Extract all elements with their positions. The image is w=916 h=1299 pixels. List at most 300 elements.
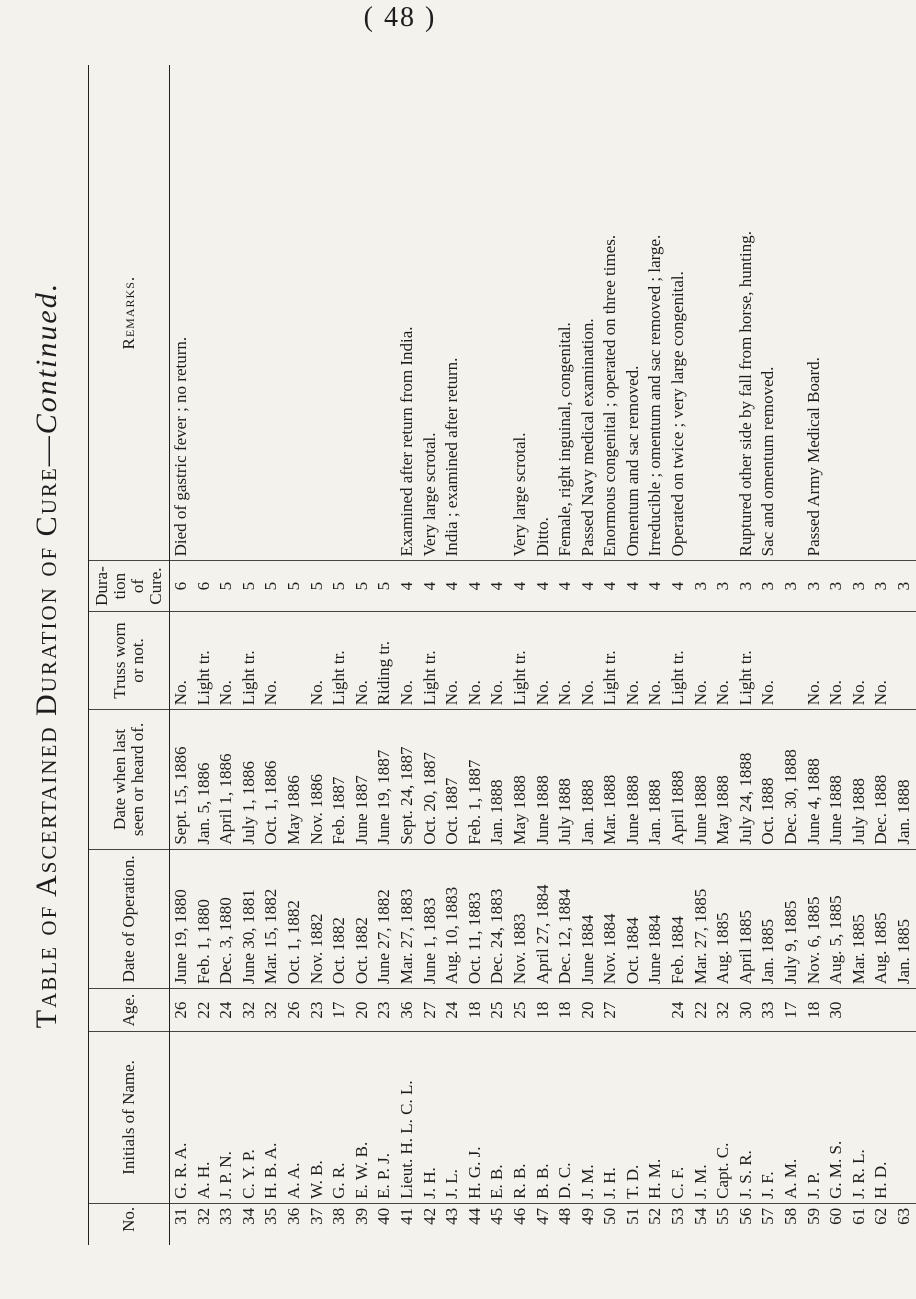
- cell-remarks: [373, 65, 396, 561]
- cell-truss: No.: [622, 611, 645, 709]
- cell-remarks: [328, 65, 351, 561]
- header-operation: Date of Operation.: [89, 849, 170, 988]
- cell-remarks: Examined after return from India.: [396, 65, 419, 561]
- table-body: [170, 65, 916, 1245]
- cell-operation: Oct. 11, 1883: [464, 849, 487, 988]
- cell-no: 34: [238, 1207, 258, 1225]
- cell-operation: Mar. 1885: [848, 849, 871, 988]
- cell-truss: Light tr.: [238, 611, 261, 709]
- cell-truss: No.: [803, 611, 826, 709]
- cell-no: 35: [261, 1207, 281, 1225]
- cell-truss: No.: [554, 611, 577, 709]
- cell-initials: B. B.: [532, 1031, 555, 1203]
- cell-duration: 5: [351, 561, 374, 611]
- table-row: [509, 65, 532, 1245]
- cell-duration: 4: [577, 561, 600, 611]
- cell-last-seen: May 1888: [509, 710, 532, 849]
- cell-age: [893, 989, 916, 1032]
- cell-initials: Capt. C.: [712, 1031, 735, 1203]
- cell-operation: Nov. 6, 1885: [803, 849, 826, 988]
- cell-last-seen: Feb. 1, 1887: [464, 710, 487, 849]
- cell-last-seen: April 1, 1886: [215, 710, 238, 849]
- cell-remarks: Passed Navy medical examination.: [577, 65, 600, 561]
- cell-duration: 4: [419, 561, 442, 611]
- cell-initials: J. M.: [690, 1031, 713, 1203]
- table-header-row: [89, 65, 170, 1245]
- cell-remarks: Sac and omentum removed.: [757, 65, 780, 561]
- cell-remarks: [780, 65, 803, 561]
- table-row: [848, 65, 871, 1245]
- cell-operation: June 1884: [577, 849, 600, 988]
- table-row: [780, 65, 803, 1245]
- table-row: [351, 65, 374, 1245]
- cell-last-seen: May 1886: [283, 710, 306, 849]
- cell-last-seen: Feb. 1887: [328, 710, 351, 849]
- cell-no: 51: [622, 1207, 642, 1225]
- cell-initials: A. A.: [283, 1031, 306, 1203]
- cell-initials: T. D.: [622, 1031, 645, 1203]
- cell-operation: Aug. 1885: [712, 849, 735, 988]
- cell-last-seen: June 1888: [690, 710, 713, 849]
- table-row: [577, 65, 600, 1245]
- table-row: [532, 65, 555, 1245]
- table-row: [193, 65, 216, 1245]
- cell-duration: 3: [848, 561, 871, 611]
- cell-remarks: [306, 65, 329, 561]
- table-row: [464, 65, 487, 1245]
- cell-initials: J. H.: [419, 1031, 442, 1203]
- cell-truss: Light tr.: [193, 611, 216, 709]
- cell-remarks: Operated on twice ; very large congenital.: [667, 65, 690, 561]
- cell-duration: 3: [735, 561, 758, 611]
- cell-last-seen: Jan. 1888: [577, 710, 600, 849]
- cell-initials: H. M.: [644, 1031, 667, 1203]
- cell-no: 32: [193, 1207, 213, 1225]
- cell-no: 47: [532, 1207, 552, 1225]
- cell-truss: No.: [532, 611, 555, 709]
- cell-truss: No.: [464, 611, 487, 709]
- cell-age: 26: [170, 989, 193, 1032]
- cell-remarks: [351, 65, 374, 561]
- cell-no: 58: [781, 1207, 801, 1225]
- cell-initials: R. B.: [509, 1031, 532, 1203]
- cell-remarks: Ruptured other side by fall from horse, hunting.: [735, 65, 758, 561]
- cell-operation: Nov. 1884: [599, 849, 622, 988]
- table-row: [803, 65, 826, 1245]
- cell-remarks: Enormous congenital ; operated on three times.: [599, 65, 622, 561]
- page-number: ( 48 ): [363, 2, 437, 33]
- cell-age: 32: [260, 989, 283, 1032]
- cell-operation: Jan. 1885: [757, 849, 780, 988]
- table-title-continued: Continued.: [30, 281, 63, 435]
- cell-remarks: [238, 65, 261, 561]
- cell-duration: 5: [215, 561, 238, 611]
- cell-operation: Nov. 1882: [306, 849, 329, 988]
- cell-age: 30: [825, 989, 848, 1032]
- cell-last-seen: May 1888: [712, 710, 735, 849]
- cell-age: 17: [780, 989, 803, 1032]
- cell-no: 49: [577, 1207, 597, 1225]
- cell-age: 32: [712, 989, 735, 1032]
- cell-no: 55: [713, 1207, 733, 1225]
- cell-truss: Light tr.: [419, 611, 442, 709]
- cell-operation: July 9, 1885: [780, 849, 803, 988]
- table-row: [735, 65, 758, 1245]
- cell-no: 43: [442, 1207, 462, 1225]
- cell-no: 63: [894, 1207, 913, 1225]
- cell-age: 27: [419, 989, 442, 1032]
- cell-truss: [283, 611, 306, 709]
- cell-truss: Light tr.: [509, 611, 532, 709]
- cell-operation: Oct. 1882: [328, 849, 351, 988]
- table-row: [667, 65, 690, 1245]
- cell-duration: 3: [825, 561, 848, 611]
- table-row: [238, 65, 261, 1245]
- table-row: [419, 65, 442, 1245]
- cell-operation: Aug. 5, 1885: [825, 849, 848, 988]
- table-row: [215, 65, 238, 1245]
- table-row: [306, 65, 329, 1245]
- table-row: [396, 65, 419, 1245]
- cell-age: 20: [351, 989, 374, 1032]
- table-title-main: Table of Ascertained Duration of Cure—: [30, 434, 63, 1029]
- cell-last-seen: Jan. 1888: [644, 710, 667, 849]
- cell-age: 24: [441, 989, 464, 1032]
- cell-initials: A. H.: [193, 1031, 216, 1203]
- cell-initials: G. R.: [328, 1031, 351, 1203]
- table-row: [260, 65, 283, 1245]
- cell-no: 39: [351, 1207, 371, 1225]
- cell-age: 18: [464, 989, 487, 1032]
- cell-initials: H. G. J.: [464, 1031, 487, 1203]
- cell-last-seen: July 1888: [848, 710, 871, 849]
- cell-last-seen: June 19, 1887: [373, 710, 396, 849]
- cell-operation: June 1, 1883: [419, 849, 442, 988]
- cell-duration: 3: [712, 561, 735, 611]
- cell-no: 36: [283, 1207, 303, 1225]
- cell-no: 45: [487, 1207, 507, 1225]
- table-row: [757, 65, 780, 1245]
- cell-initials: W. B.: [306, 1031, 329, 1203]
- table-row: [554, 65, 577, 1245]
- table-row: [690, 65, 713, 1245]
- table-row: [893, 65, 916, 1245]
- table-row: [373, 65, 396, 1245]
- cell-operation: April 1885: [735, 849, 758, 988]
- cell-last-seen: Sept. 24, 1887: [396, 710, 419, 849]
- cell-age: 23: [373, 989, 396, 1032]
- cell-operation: Aug. 1885: [870, 849, 893, 988]
- cell-age: 20: [577, 989, 600, 1032]
- cell-no: 53: [668, 1207, 688, 1225]
- cell-operation: Aug. 10, 1883: [441, 849, 464, 988]
- cell-operation: Oct. 1, 1882: [283, 849, 306, 988]
- cell-initials: J. M.: [577, 1031, 600, 1203]
- cell-no: 50: [600, 1207, 620, 1225]
- cell-truss: No.: [712, 611, 735, 709]
- cell-remarks: [848, 65, 871, 561]
- header-last-seen: Date when last seen or heard of.: [89, 710, 170, 849]
- table-row: [644, 65, 667, 1245]
- cell-remarks: Irreducible ; omentum and sac removed ; large.: [644, 65, 667, 561]
- cell-initials: J. H.: [599, 1031, 622, 1203]
- cell-remarks: [486, 65, 509, 561]
- cell-last-seen: June 1887: [351, 710, 374, 849]
- table-row: [441, 65, 464, 1245]
- cell-last-seen: Dec. 30, 1888: [780, 710, 803, 849]
- cell-truss: No.: [260, 611, 283, 709]
- cell-duration: 4: [486, 561, 509, 611]
- cell-truss: No.: [170, 611, 193, 709]
- cell-truss: No.: [690, 611, 713, 709]
- cell-age: 36: [396, 989, 419, 1032]
- cell-no: 37: [306, 1207, 326, 1225]
- cell-truss: No.: [396, 611, 419, 709]
- cell-initials: H. B. A.: [260, 1031, 283, 1203]
- cell-operation: Dec. 12, 1884: [554, 849, 577, 988]
- cell-remarks: India ; examined after return.: [441, 65, 464, 561]
- cell-age: 18: [532, 989, 555, 1032]
- cell-duration: 3: [780, 561, 803, 611]
- cell-duration: 6: [170, 561, 193, 611]
- cell-no: 42: [419, 1207, 439, 1225]
- cell-initials: H. D.: [870, 1031, 893, 1203]
- cell-initials: J. R. L.: [848, 1031, 871, 1203]
- cell-truss: No.: [306, 611, 329, 709]
- cell-remarks: Female, right inguinal, congenital.: [554, 65, 577, 561]
- cell-duration: 6: [193, 561, 216, 611]
- cell-truss: No.: [757, 611, 780, 709]
- cell-last-seen: July 1888: [554, 710, 577, 849]
- table-row: [170, 65, 193, 1245]
- cell-remarks: [825, 65, 848, 561]
- header-initials: Initials of Name.: [89, 1031, 170, 1203]
- cell-remarks: Died of gastric fever ; no return.: [170, 65, 193, 561]
- table-row: [599, 65, 622, 1245]
- header-no: No.: [89, 1203, 170, 1245]
- cell-age: 25: [486, 989, 509, 1032]
- cell-no: 54: [690, 1207, 710, 1225]
- cell-last-seen: June 1888: [532, 710, 555, 849]
- cell-last-seen: Jan. 1888: [893, 710, 916, 849]
- cell-duration: 4: [622, 561, 645, 611]
- cell-duration: 3: [870, 561, 893, 611]
- cell-initials: G. M. S.: [825, 1031, 848, 1203]
- cell-duration: 4: [599, 561, 622, 611]
- cell-age: [622, 989, 645, 1032]
- cell-operation: April 27, 1884: [532, 849, 555, 988]
- cell-truss: [893, 611, 916, 709]
- cell-operation: Mar. 27, 1885: [690, 849, 713, 988]
- cell-no: 44: [464, 1207, 484, 1225]
- cell-duration: 3: [803, 561, 826, 611]
- cell-age: [848, 989, 871, 1032]
- cell-age: 25: [509, 989, 532, 1032]
- header-remarks: Remarks.: [89, 65, 170, 561]
- cell-age: 22: [193, 989, 216, 1032]
- cell-no: 60: [826, 1207, 846, 1225]
- cell-duration: 4: [441, 561, 464, 611]
- cell-remarks: [215, 65, 238, 561]
- cell-operation: Feb. 1, 1880: [193, 849, 216, 988]
- cell-last-seen: June 4, 1888: [803, 710, 826, 849]
- cell-no: 48: [555, 1207, 575, 1225]
- cell-truss: No.: [441, 611, 464, 709]
- cell-last-seen: June 1888: [825, 710, 848, 849]
- table-row: [622, 65, 645, 1245]
- cell-age: 32: [238, 989, 261, 1032]
- cell-age: 26: [283, 989, 306, 1032]
- table-row: [712, 65, 735, 1245]
- table-row: [870, 65, 893, 1245]
- cell-truss: [780, 611, 803, 709]
- cell-duration: 3: [893, 561, 916, 611]
- rotated-table-sheet: [30, 65, 913, 1245]
- cell-initials: G. R. A.: [170, 1031, 193, 1203]
- cell-remarks: [193, 65, 216, 561]
- cell-age: [644, 989, 667, 1032]
- cell-truss: No.: [870, 611, 893, 709]
- cell-remarks: Ditto.: [532, 65, 555, 561]
- cell-operation: Dec. 3, 1880: [215, 849, 238, 988]
- cell-truss: No.: [644, 611, 667, 709]
- cell-truss: No.: [486, 611, 509, 709]
- header-age: Age.: [89, 989, 170, 1032]
- cell-age: 18: [554, 989, 577, 1032]
- cell-last-seen: June 1888: [622, 710, 645, 849]
- cell-duration: 4: [644, 561, 667, 611]
- cell-operation: Oct. 1882: [351, 849, 374, 988]
- cell-initials: A. M.: [780, 1031, 803, 1203]
- cell-remarks: [260, 65, 283, 561]
- cell-age: [870, 989, 893, 1032]
- cell-duration: 4: [464, 561, 487, 611]
- cell-initials: E. P. J.: [373, 1031, 396, 1203]
- cell-truss: Light tr.: [735, 611, 758, 709]
- cell-duration: 5: [238, 561, 261, 611]
- cell-last-seen: Nov. 1886: [306, 710, 329, 849]
- cell-no: 40: [374, 1207, 394, 1225]
- cell-initials: C. Y. P.: [238, 1031, 261, 1203]
- cell-remarks: Very large scrotal.: [419, 65, 442, 561]
- cell-duration: 4: [396, 561, 419, 611]
- cell-initials: J. P. N.: [215, 1031, 238, 1203]
- table-row: [283, 65, 306, 1245]
- cell-remarks: [893, 65, 916, 561]
- cell-initials: J. F.: [757, 1031, 780, 1203]
- cell-duration: 5: [328, 561, 351, 611]
- cell-remarks: [712, 65, 735, 561]
- cell-duration: 5: [260, 561, 283, 611]
- cell-remarks: [870, 65, 893, 561]
- cell-last-seen: Oct. 20, 1887: [419, 710, 442, 849]
- cell-initials: J. L.: [441, 1031, 464, 1203]
- cell-age: 18: [803, 989, 826, 1032]
- cell-truss: Light tr.: [599, 611, 622, 709]
- cell-operation: June 1884: [644, 849, 667, 988]
- cell-remarks: Very large scrotal.: [509, 65, 532, 561]
- cell-no: 33: [216, 1207, 236, 1225]
- cell-initials: C. F.: [667, 1031, 690, 1203]
- cell-truss: No.: [577, 611, 600, 709]
- cell-duration: 5: [373, 561, 396, 611]
- cell-initials: [893, 1031, 916, 1203]
- cell-duration: 4: [554, 561, 577, 611]
- cell-operation: Jan. 1885: [893, 849, 916, 988]
- cell-initials: Lieut. H. L. C. L.: [396, 1031, 419, 1203]
- cell-operation: Oct. 1884: [622, 849, 645, 988]
- header-duration: Dura-tion of Cure.: [89, 561, 170, 611]
- cell-remarks: Omentum and sac removed.: [622, 65, 645, 561]
- cell-no: 52: [645, 1207, 665, 1225]
- cell-remarks: Passed Army Medical Board.: [803, 65, 826, 561]
- cure-duration-table: [88, 65, 916, 1245]
- cell-duration: 3: [757, 561, 780, 611]
- table-row: [486, 65, 509, 1245]
- cell-no: 61: [848, 1207, 868, 1225]
- cell-last-seen: Oct. 1, 1886: [260, 710, 283, 849]
- cell-no: 38: [329, 1207, 349, 1225]
- cell-remarks: [464, 65, 487, 561]
- cell-no: 56: [735, 1207, 755, 1225]
- cell-age: 22: [690, 989, 713, 1032]
- cell-last-seen: Mar. 1888: [599, 710, 622, 849]
- cell-duration: 4: [532, 561, 555, 611]
- cell-duration: 5: [306, 561, 329, 611]
- cell-last-seen: Jan. 1888: [486, 710, 509, 849]
- cell-truss: Riding tr.: [373, 611, 396, 709]
- cell-duration: 3: [690, 561, 713, 611]
- cell-duration: 4: [509, 561, 532, 611]
- cell-no: 31: [171, 1207, 190, 1225]
- cell-operation: Feb. 1884: [667, 849, 690, 988]
- cell-operation: Nov. 1883: [509, 849, 532, 988]
- cell-initials: J. S. R.: [735, 1031, 758, 1203]
- cell-truss: No.: [351, 611, 374, 709]
- table-title: [30, 65, 64, 1245]
- cell-last-seen: Oct. 1887: [441, 710, 464, 849]
- cell-initials: D. C.: [554, 1031, 577, 1203]
- cell-no: 62: [871, 1207, 891, 1225]
- cell-age: 30: [735, 989, 758, 1032]
- cell-age: 24: [215, 989, 238, 1032]
- cell-operation: Mar. 15, 1882: [260, 849, 283, 988]
- cell-no: 59: [803, 1207, 823, 1225]
- header-truss: Truss worn or not.: [89, 611, 170, 709]
- cell-remarks: [283, 65, 306, 561]
- cell-operation: June 30, 1881: [238, 849, 261, 988]
- cell-operation: Mar. 27, 1883: [396, 849, 419, 988]
- cell-truss: No.: [825, 611, 848, 709]
- cell-age: 17: [328, 989, 351, 1032]
- cell-last-seen: July 1, 1886: [238, 710, 261, 849]
- cell-age: 27: [599, 989, 622, 1032]
- cell-truss: No.: [215, 611, 238, 709]
- cell-truss: No.: [848, 611, 871, 709]
- cell-no: 46: [509, 1207, 529, 1225]
- cell-truss: Light tr.: [328, 611, 351, 709]
- cell-last-seen: April 1888: [667, 710, 690, 849]
- cell-last-seen: Dec. 1888: [870, 710, 893, 849]
- cell-last-seen: July 24, 1888: [735, 710, 758, 849]
- cell-remarks: [690, 65, 713, 561]
- cell-duration: 4: [667, 561, 690, 611]
- cell-truss: Light tr.: [667, 611, 690, 709]
- cell-age: 33: [757, 989, 780, 1032]
- cell-no: 57: [758, 1207, 778, 1225]
- cell-operation: Dec. 24, 1883: [486, 849, 509, 988]
- cell-last-seen: Sept. 15, 1886: [170, 710, 193, 849]
